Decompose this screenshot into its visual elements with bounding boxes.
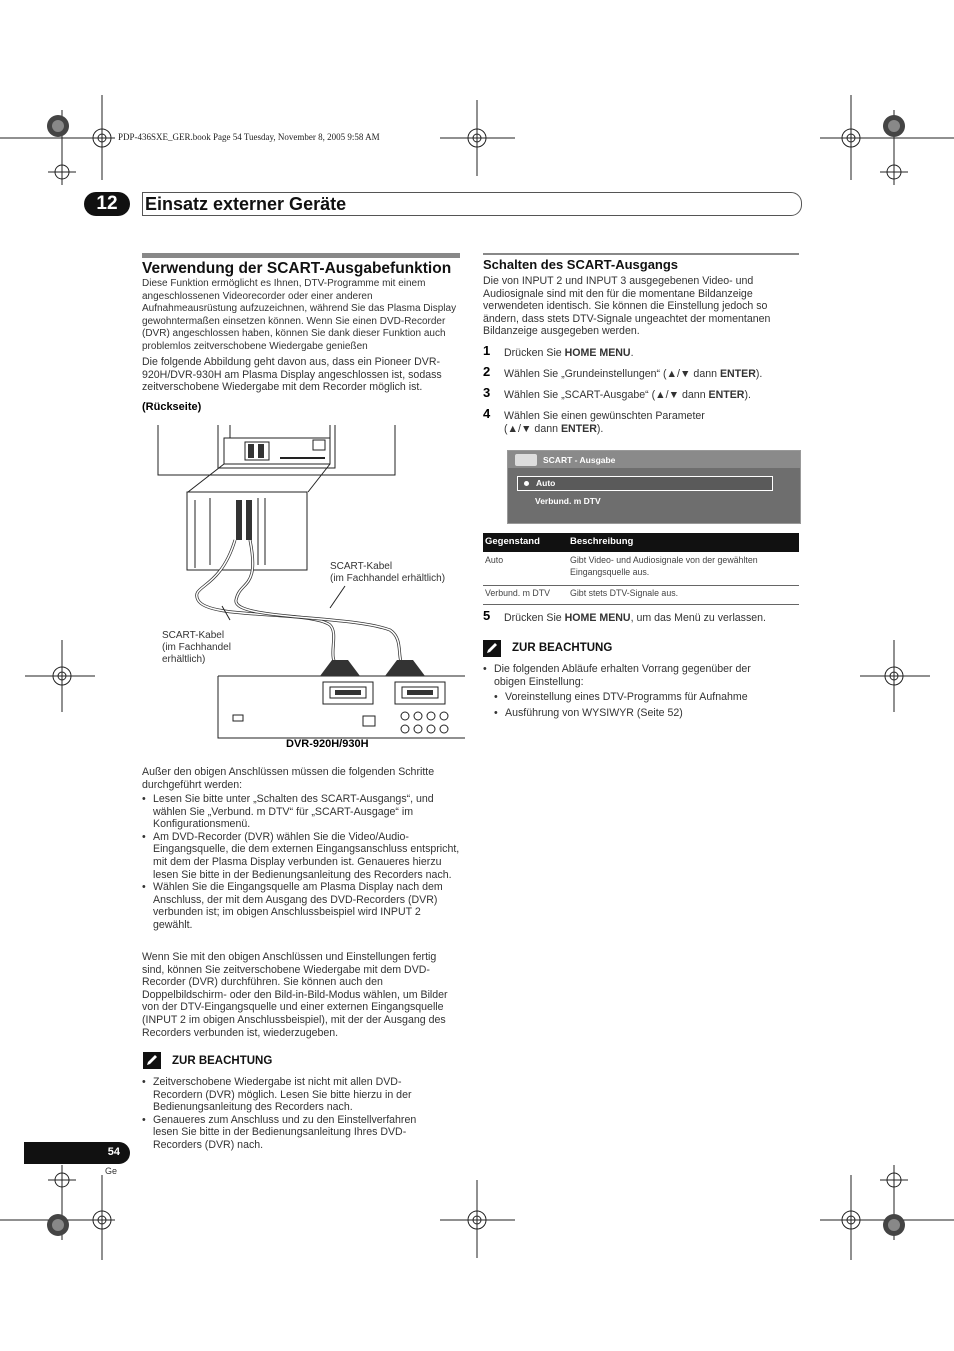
- list-item: • Genaueres zum Anschluss und zu den Einstellverfahren lesen Sie bitte in der Bedienungsanleitung Ihres DVD-Recorders (DVR) nach.: [142, 1114, 442, 1152]
- arrow-up-icon: ▲: [655, 389, 666, 401]
- right-note-list: [483, 663, 783, 719]
- list-item: • Lesen Sie bitte unter „Schalten des SCART-Ausgangs“, und wählen Sie „Verbund. m DTV“ für „SCART-Ausgage“ im Konfigurationsmenü.: [142, 793, 460, 831]
- arrow-down-icon: ▼: [679, 368, 691, 380]
- list-item: • Zeitverschobene Wiedergabe ist nicht mit allen DVD-Recordern (DVR) möglich. Lesen Sie bitte hierzu in der Bedienungsanleitung des Recorders nach.: [142, 1076, 442, 1114]
- cable-label-2: SCART-Kabel (im Fachhandel erhältlich): [162, 630, 231, 665]
- table-header-item: Gegenstand: [485, 536, 540, 547]
- right-intro: Die von INPUT 2 und INPUT 3 ausgegebenen Video- und Audiosignale sind mit den für die momentane Bildanzeige verwendeten identisch. Sie können die Einstellung jedoch so ändern, dass stets DTV-Signale ungeachtet der momentanen Bildanzeige ausgegeben werden.: [483, 275, 771, 338]
- left-intro-2: Die folgende Abbildung geht davon aus, dass ein Pioneer DVR-920H/DVR-930H am Plasma Display angeschlossen ist, sodass zeitverschobene Wiedergabe mit dem Recorder möglich ist.: [142, 356, 442, 394]
- chapter-title: Einsatz externer Geräte: [142, 192, 802, 216]
- recorder-label: DVR-920H/930H: [286, 738, 369, 750]
- step-2: 2 Wählen Sie „Grundeinstellungen“ (▲/▼ dann ENTER).: [483, 364, 763, 380]
- figure-label: (Rückseite): [142, 401, 202, 413]
- table-row: Verbund. m DTV Gibt stets DTV-Signale aus.: [483, 586, 799, 605]
- note-icon: [143, 1052, 161, 1069]
- arrow-up-icon: ▲: [507, 422, 519, 435]
- page-number: 54: [107, 1146, 120, 1158]
- right-note-title: ZUR BEACHTUNG: [512, 642, 613, 654]
- language-code: Ge: [105, 1166, 118, 1176]
- closing-text: Wenn Sie mit den obigen Anschlüssen und Einstellungen fertig sind, können Sie zeitverschobene Wiedergabe mit dem DVD-Recorder (DVR) durchführen. Sie können auch den Doppelbildschirm- oder den Bild-in-Bild-Modus wählen, um Bilder von der DTV-Eingangsquelle und einer externen Eingangsquelle (INPUT 2 im obigen Anschlussbeispiel), mit der der Ausgang des Recorders verbunden ist, wiederzugeben.: [142, 951, 448, 1039]
- arrow-down-icon: ▼: [520, 422, 532, 435]
- setup-bullet-list: [142, 793, 460, 932]
- after-figure-text: Außer den obigen Anschlüssen müssen die folgenden Schritte durchgeführt werden:: [142, 766, 435, 791]
- list-item: • Am DVD-Recorder (DVR) wählen Sie die Video/Audio-Eingangsquelle, die dem externen Eingangsanschluss entspricht, mit dem der Plasma Display verbunden ist. Genaueres hierzu lesen Sie bitte in der Bedienungsanleitung des Recorders nach.: [142, 831, 460, 881]
- arrow-down-icon: ▼: [668, 389, 680, 401]
- left-section-rule: [142, 253, 460, 258]
- scart-menu: [507, 450, 801, 524]
- arrow-up-icon: ▲: [666, 368, 678, 380]
- table-row: Auto Gibt Video- und Audiosignale von der gewählten Eingangsquelle aus.: [483, 552, 799, 586]
- step-4: 4 Wählen Sie einen gewünschten Parameter (▲/▼ dann ENTER).: [483, 406, 705, 435]
- menu-option-auto[interactable]: Auto: [517, 476, 773, 491]
- cable-label-1: SCART-Kabel (im Fachhandel erhältlich): [330, 561, 446, 584]
- list-item: • Ausführung von WYSIWYR (Seite 52): [494, 707, 783, 720]
- menu-title: SCART - Ausgabe: [543, 455, 616, 465]
- list-item: • Die folgenden Abläufe erhalten Vorrang gegenüber der obigen Einstellung:: [483, 663, 783, 688]
- table-header: [483, 533, 799, 552]
- menu-title-bar: [508, 451, 800, 468]
- table-header-desc: Beschreibung: [570, 536, 634, 547]
- note-icon: [483, 640, 501, 657]
- left-note-title: ZUR BEACHTUNG: [172, 1055, 273, 1067]
- selected-dot-icon: [524, 481, 529, 486]
- step-1: 1 Drücken Sie HOME MENU.: [483, 343, 634, 359]
- left-section-title: Verwendung der SCART-Ausgabefunktion: [142, 260, 452, 277]
- left-intro-1: Diese Funktion ermöglicht es Ihnen, DTV-Programme mit einem angeschlossenen Videorecorder oder einer anderen Aufnahmeausrüstung aufzuzeichnen, während Sie das Plasma Display gewohntermaßen einsetzen können. Wenn Sie einen DVD-Recorder (DVR) angeschlossen haben, können Sie dank dieser Funktion auch problemlos zeitverschobene Wiedergabe genießen: [142, 278, 457, 352]
- right-section-title: Schalten des SCART-Ausgangs: [483, 257, 679, 272]
- step-5: 5 Drücken Sie HOME MENU, um das Menü zu verlassen.: [483, 608, 767, 624]
- chapter-number: 12: [84, 192, 130, 216]
- step-3: 3 Wählen Sie „SCART-Ausgabe“ (▲/▼ dann ENTER).: [483, 385, 751, 401]
- file-info: PDP-436SXE_GER.book Page 54 Tuesday, November 8, 2005 9:58 AM: [118, 132, 380, 142]
- left-note-list: [142, 1076, 442, 1152]
- menu-option-verbund[interactable]: Verbund. m DTV: [535, 496, 601, 506]
- tv-menu-icon: [515, 454, 537, 466]
- right-section-rule: [483, 253, 799, 255]
- list-item: • Voreinstellung eines DTV-Programms für Aufnahme: [494, 691, 783, 704]
- list-item: • Wählen Sie die Eingangsquelle am Plasma Display nach dem Anschluss, der mit dem Ausgang des DVD-Recorders (DVR) verbunden ist; im obigen Anschlussbeispiel wird INPUT 2 gewählt.: [142, 881, 460, 931]
